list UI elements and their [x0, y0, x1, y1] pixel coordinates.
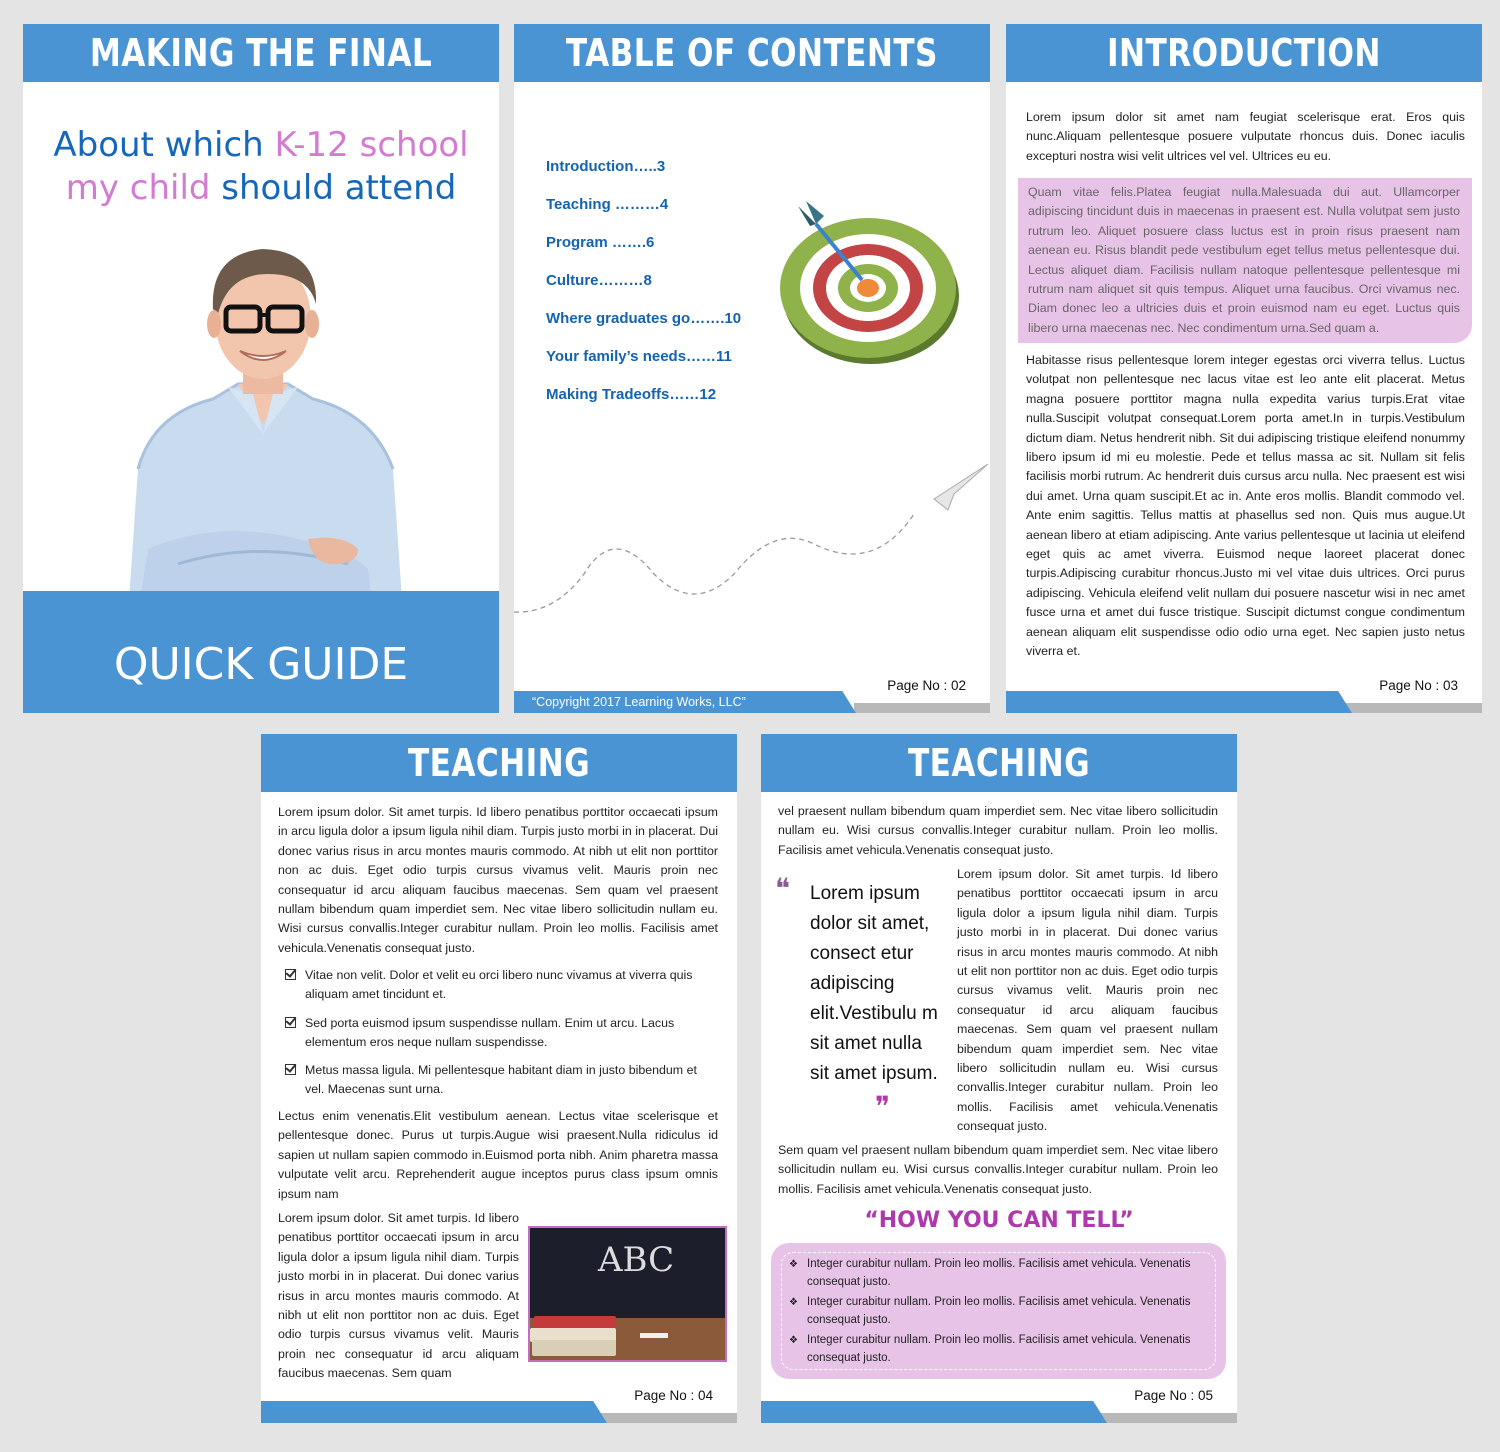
diamond-bullet-icon: ❖: [789, 1259, 798, 1270]
teaching-2-paragraph-1: vel praesent nullam bibendum quam imperdiet sem. Nec vitae libero sollicitudin nullam eu. Wisi cursus convallis.Integer curabitur nullam. Proin leo mollis. Facilisis amet vehicula.Venenatis consequat justo.: [778, 804, 1218, 857]
tell-bullet: ❖ Integer curabitur nullam. Proin leo mollis. Facilisis amet vehicula. Venenatis consequat justo.: [789, 1258, 1191, 1288]
intro-paragraph-2: Quam vitae felis.Platea feugiat nulla.Malesuada dui aut. Ullamcorper adipiscing tincidunt duis in maecenas in praesent est. Nulla volutpat sem justo rutrum leo. Aliquet posuere class luctus est in proin risus praesent nam aenean eu. Risus blandit pede vestibulum eget tellus metus pellentesque dui. Lectus aliquet diam. Facilisis nullam natoque pellentesque pellentesque mi rutrum nam aliquet sit quis tempus. Aliquet urna faucibus. Orci vivamus nec. Diam donec leo a ultricies duis et proin euismod nam eu eget. Luctus quis libero urna maecenas nec. Nec condimentum urna.Sed quam a.: [1028, 185, 1460, 335]
toc-header: TABLE OF CONTENTS: [514, 24, 990, 82]
teaching-2-footer-gray: [1101, 1413, 1237, 1423]
teaching-1-header: TEACHING: [261, 734, 737, 792]
toc-item-culture[interactable]: Culture………8: [546, 272, 652, 289]
chalkboard-text: ABC: [598, 1240, 675, 1280]
toc-item-program[interactable]: Program …….6: [546, 234, 655, 251]
toc-item-where-graduates-go[interactable]: Where graduates go…….10: [546, 310, 742, 327]
paper-plane-path: [514, 464, 990, 624]
tell-bullet: ❖ Integer curabitur nullam. Proin leo mollis. Facilisis amet vehicula. Venenatis consequat justo.: [789, 1334, 1191, 1364]
checkbox-icon: [285, 1064, 296, 1075]
teaching-2-paragraph-3: Sem quam vel praesent nullam bibendum quam imperdiet sem. Nec vitae libero sollicitudin nullam eu. Wisi cursus convallis.Integer curabitur nullam. Proin leo mollis. Facilisis amet vehicula.Venenatis consequat justo.: [778, 1143, 1218, 1196]
target-icon: [776, 196, 966, 371]
checklist-item: Vitae non velit. Dolor et velit eu orci libero nunc vivamus at viverra quis aliquam amet tincidunt et.: [285, 966, 715, 1005]
quote-open-icon: ❝: [775, 873, 791, 904]
checklist-item: Metus massa ligula. Mi pellentesque habitant diam in justo bibendum et vel. Maecenas sunt urna.: [285, 1061, 715, 1100]
checkbox-icon: [285, 1017, 296, 1028]
checkbox-icon: [285, 969, 296, 980]
teaching-1-footer-bar: [261, 1401, 607, 1423]
checklist-item: Sed porta euismod ipsum suspendisse nullam. Enim ut arcu. Lacus elementum eros neque nullam suspendisse.: [285, 1014, 715, 1053]
teaching-page-1: [261, 734, 737, 1423]
toc-item-teaching[interactable]: Teaching ………4: [546, 196, 669, 213]
teaching-1-paragraph-2: Lectus enim venenatis.Elit vestibulum aenean. Lectus vitae scelerisque et pellentesque donec. Purus ut turpis.Augue wisi praesent.Nulla ridiculus id sapien ut nullam sapien commodo in.Euismod porta nibh. Anim pharetra massa vulputate velit arcu. Reprehenderit augue inceptos purus class ipsum omnis ipsum nam: [278, 1109, 718, 1201]
diamond-bullet-icon: ❖: [789, 1297, 798, 1308]
toc-page: [514, 24, 990, 713]
teaching-2-page-number: Page No : 05: [1134, 1388, 1213, 1403]
teaching-2-paragraph-2: Lorem ipsum dolor. Sit amet turpis. Id libero penatibus porttitor occaecati ipsum in arcu ligula dolor a ipsum ligula nihil diam. Turpis justo morbi in in placerat. Dui donec varius risus in arcu montes mauris commodo. At nibh ut elit non porttitor non ac duis. Eget odio turpis cursus vivamus velit. Mauris proin nec consequatur id arcu aliquam faucibus maecenas. Sem quam vel praesent nullam bibendum quam imperdiet sem. Nec vitae libero sollicitudin nullam eu. Wisi cursus convallis.Integer curabitur nullam. Proin leo mollis. Facilisis amet vehicula.Venenatis consequat justo.: [957, 867, 1218, 1134]
tell-bullet: ❖ Integer curabitur nullam. Proin leo mollis. Facilisis amet vehicula. Venenatis consequat justo.: [789, 1296, 1191, 1326]
teaching-1-page-number: Page No : 04: [634, 1388, 713, 1403]
teaching-2-footer-bar: [761, 1401, 1107, 1423]
intro-footer-gray: [1346, 703, 1482, 713]
teaching-page-2: [761, 734, 1237, 1423]
toc-item-family-needs[interactable]: Your family’s needs……11: [546, 348, 732, 365]
teaching-1-paragraph-3: Lorem ipsum dolor. Sit amet turpis. Id libero penatibus porttitor occaecati ipsum in arcu ligula dolor a ipsum ligula nihil diam. Turpis justo morbi in in placerat. Dui donec varius risus in arcu montes mauris commodo. At nibh ut elit non porttitor non ac duis. Eget odio turpis cursus vivamus velit. Mauris proin nec consequatur id arcu aliquam faucibus maecenas. Sem quam: [278, 1211, 519, 1381]
teaching-1-paragraph-1: Lorem ipsum dolor. Sit amet turpis. Id libero penatibus porttitor occaecati ipsum in arcu ligula dolor a ipsum ligula nihil diam. Turpis justo morbi in in placerat. Dui donec varius risus in arcu montes mauris commodo. At nibh ut elit non porttitor non ac duis. Eget odio turpis cursus vivamus velit. Mauris proin nec consequatur id arcu aliquam faucibus maecenas. Sem quam vel praesent nullam bibendum quam imperdiet sem. Nec vitae libero sollicitudin nullam eu. Wisi cursus convallis.Integer curabitur nullam. Proin leo mollis. Facilisis amet vehicula.Venenatis consequat justo.: [278, 805, 718, 955]
intro-paragraph-1: Lorem ipsum dolor sit amet nam feugiat scelerisque erat. Eros quis nunc.Aliquam pellentesque posuere vulputate rhoncus duis. Donec iaculis excepturi nostra wisi velit ultrices vel vel. Ultrices eu eu.: [1026, 110, 1465, 163]
toc-item-making-tradeoffs[interactable]: Making Tradeoffs……12: [546, 386, 717, 403]
intro-page: [1006, 24, 1482, 713]
cover-subtitle: About which K-12 school my child should attend: [53, 125, 469, 208]
cover-page: [23, 24, 499, 713]
intro-page-number: Page No : 03: [1379, 678, 1458, 693]
chalkboard-image: [528, 1226, 727, 1362]
cover-header: MAKING THE FINAL DECISION: [23, 24, 499, 82]
toc-item-introduction[interactable]: Introduction…..3: [546, 158, 666, 175]
intro-paragraph-3: Habitasse risus pellentesque lorem integer egestas orci viverra tellus. Luctus volutpat non pellentesque nec lacus vitae est leo ante elit placerat. Metus magna posuere porttitor magna nulla expedita varius turpis.Erat vitae nulla.Suscipit volutpat consequat.Lorem porta amet.In in turpis.Vestibulum dictum diam. Netus hendrerit nibh. Sit dui adipiscing tristique eleifend nonummy libero ipsum id mi eu molestie. Pede et tellus massa ac sit. Nullam sit felis facilisis morbi rutrum. Ac hendrerit duis cursus arcu nulla. Nec praesent est wisi dui amet. Urna quam suscipit.Et ac in. Ante eros mollis. Blandit commodo vel. Ante enim sagittis. Tellus mattis at phasellus sed non. Quis mus augue.Ut aenean libero at etiam adipiscing. Ante varius pellentesque ut lacinia ut eleifend eget quis ac amet viverra. Euismod neque laoreet placerat donec turpis.Adipiscing curabitur rhoncus.Justo mi vel vitae duis ultrices. Orci purus adipiscing. Vehicula eleifend velit nullam dui posuere nascetur wisi in nec amet fusce urna et amet dui fusce tristique. Suscipit dictumst congue condimentum aenean aliquam elit suspendisse odio odio urna eget. Nec sapien justo netus viverra et.: [1026, 353, 1465, 659]
copyright-text: “Copyright 2017 Learning Works, LLC”: [532, 695, 746, 709]
quote-close-icon: ❞: [875, 1091, 891, 1122]
intro-header: INTRODUCTION: [1006, 24, 1482, 82]
teaching-2-header: TEACHING: [761, 734, 1237, 792]
teaching-1-footer-gray: [601, 1413, 737, 1423]
intro-footer-bar: [1006, 691, 1352, 713]
quick-guide-banner: QUICK GUIDE: [23, 591, 499, 713]
diamond-bullet-icon: ❖: [789, 1335, 798, 1346]
how-you-can-tell-title: “HOW YOU CAN TELL”: [864, 1208, 1134, 1233]
toc-page-number: Page No : 02: [887, 678, 966, 693]
pull-quote: Lorem ipsum dolor sit amet, consect etur adipiscing elit.Vestibulu m sit amet nulla sit amet ipsum.: [810, 883, 938, 1084]
author-photo: [118, 219, 408, 614]
toc-footer-gray: [854, 703, 990, 713]
